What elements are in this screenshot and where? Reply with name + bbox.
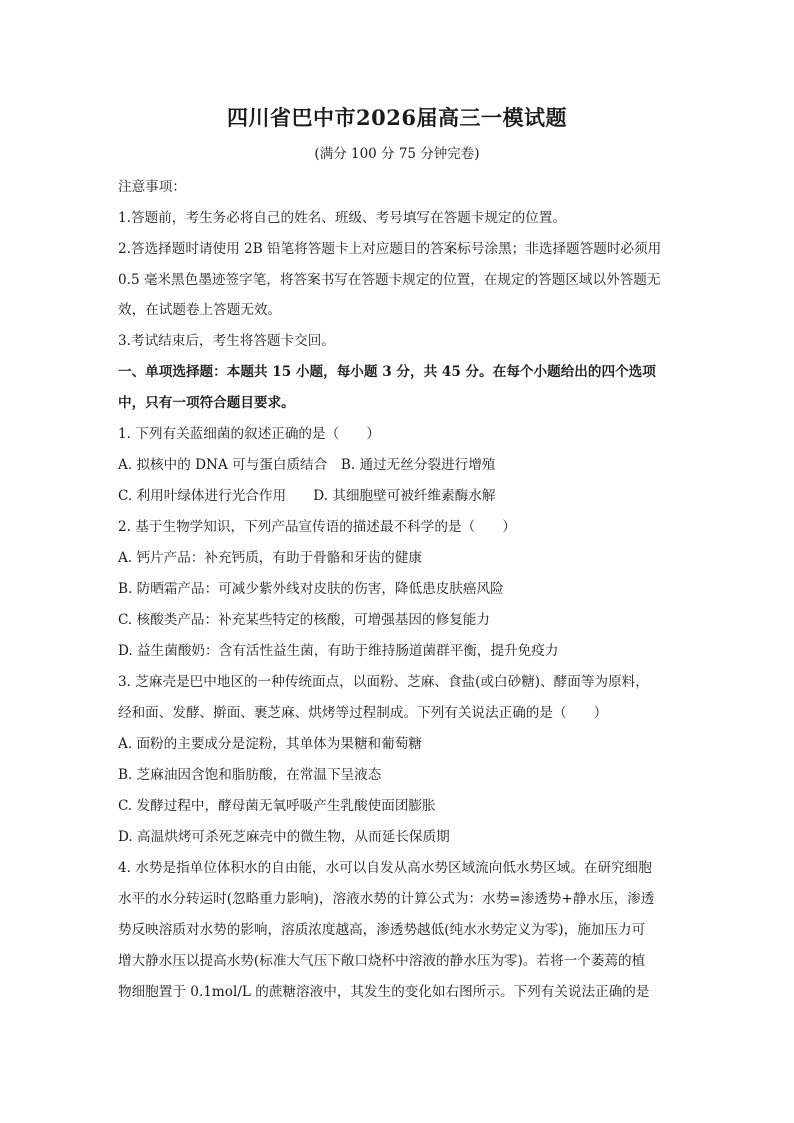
question-line: 3. 芝麻壳是巴中地区的一种传统面点，以面粉、芝麻、食盐(或白砂糖)、酵面等为原料， (118, 674, 649, 690)
question-line: 经和面、发酵、擀面、裹芝麻、烘烤等过程制成。下列有关说法正确的是（ ） (118, 705, 608, 721)
question-line: 4. 水势是指单位体积水的自由能，水可以自发从高水势区域流向低水势区域。在研究细胞 (118, 860, 652, 876)
note-line: 效，在试题卷上答题无效。 (118, 302, 282, 318)
section-heading: 中，只有一项符合题目要求。 (118, 395, 295, 411)
question-line: D. 益生菌酸奶：含有活性益生菌，有助于维持肠道菌群平衡，提升免疫力 (118, 643, 559, 659)
question-line: A. 钙片产品：补充钙质，有助于骨骼和牙齿的健康 (118, 550, 422, 566)
note-line: 0.5 毫米黑色墨迹签字笔，将答案书写在答题卡规定的位置，在规定的答题区域以外答题无 (118, 272, 661, 288)
question-line: 水平的水分转运时(忽略重力影响)，溶液水势的计算公式为：水势=渗透势+静水压，渗透 (118, 891, 655, 907)
notes-heading: 注意事项： (118, 179, 186, 195)
question-line: 物细胞置于 0.1mol/L 的蔗糖溶液中，其发生的变化如右图所示。下列有关说法正确的是 (118, 984, 650, 1000)
note-line: 2.答选择题时请使用 2B 铅笔将答题卡上对应题目的答案标号涂黑；非选择题答题时必须用 (118, 241, 662, 257)
question-line: A. 拟核中的 DNA 可与蛋白质结合 B. 通过无丝分裂进行增殖 (118, 457, 496, 473)
question-line: B. 芝麻油因含饱和脂肪酸，在常温下呈液态 (118, 767, 382, 783)
question-line: A. 面粉的主要成分是淀粉，其单体为果糖和葡萄糖 (118, 736, 422, 752)
question-line: 增大静水压以提高水势(标准大气压下敞口烧杯中溶液的静水压为零)。若将一个萎蔫的植 (118, 953, 646, 969)
page-title: 四川省巴中市2026届高三一模试题 (227, 105, 567, 130)
note-line: 3.考试结束后，考生将答题卡交回。 (118, 333, 335, 349)
note-line: 1.答题前，考生务必将自己的姓名、班级、考号填写在答题卡规定的位置。 (118, 210, 566, 226)
question-line: C. 核酸类产品：补充某些特定的核酸，可增强基因的修复能力 (118, 612, 490, 628)
question-line: B. 防晒霜产品：可减少紫外线对皮肤的伤害，降低患皮肤癌风险 (118, 581, 504, 597)
question-line: 2. 基于生物学知识，下列产品宣传语的描述最不科学的是（ ） (118, 519, 516, 535)
question-line: 1. 下列有关蓝细菌的叙述正确的是（ ） (118, 426, 380, 442)
section-heading: 一、单项选择题：本题共 15 小题，每小题 3 分，共 45 分。在每个小题给出的四个选项 (118, 364, 656, 380)
question-line: 势反映溶质对水势的影响，溶质浓度越高，渗透势越低(纯水水势定义为零)，施加压力可 (118, 922, 646, 938)
page-subtitle: (满分 100 分 75 分钟完卷) (314, 146, 480, 162)
question-line: D. 高温烘烤可杀死芝麻壳中的微生物，从而延长保质期 (118, 829, 450, 845)
question-line: C. 利用叶绿体进行光合作用 D. 其细胞壁可被纤维素酶水解 (118, 488, 496, 504)
question-line: C. 发酵过程中，酵母菌无氧呼吸产生乳酸使面团膨胀 (118, 798, 436, 814)
